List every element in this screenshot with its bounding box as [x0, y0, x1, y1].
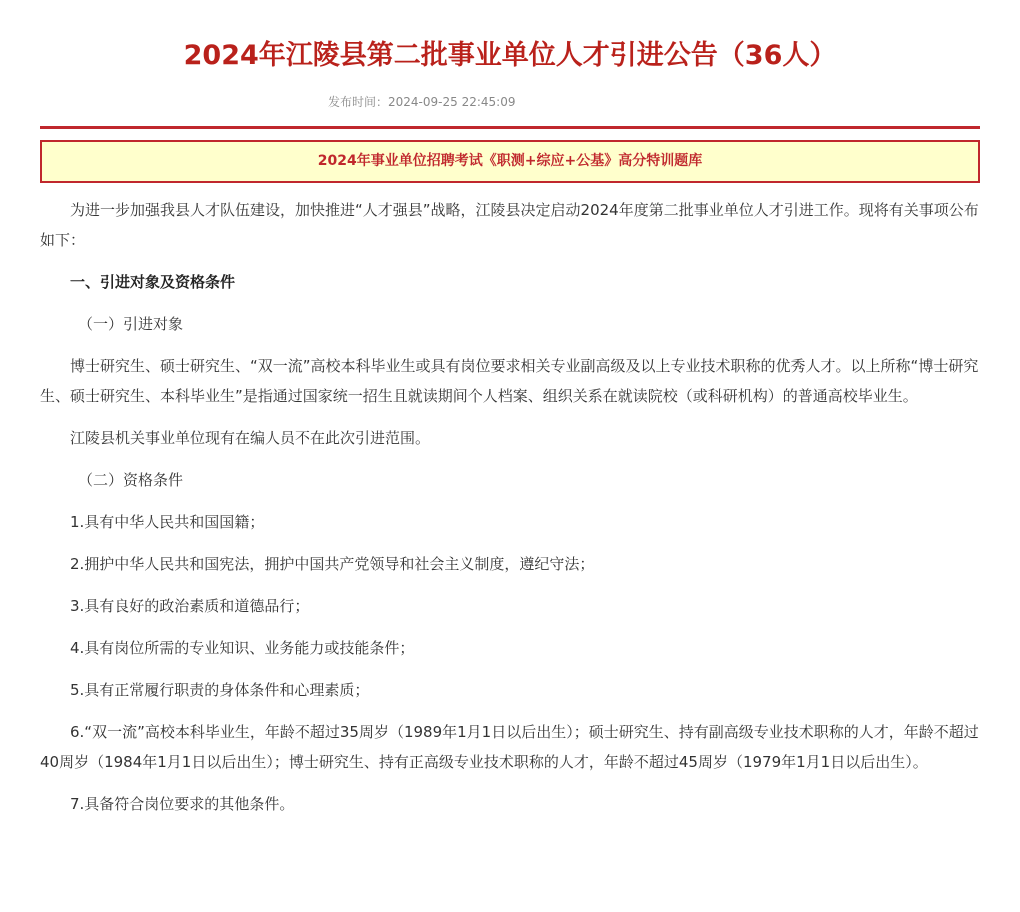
- condition-item: 5.具有正常履行职责的身体条件和心理素质；: [70, 681, 370, 699]
- publish-info: [40, 94, 980, 110]
- article-body: [40, 195, 980, 819]
- section-heading: 一、引进对象及资格条件: [70, 273, 236, 291]
- condition-item: 4.具有岗位所需的专业知识、业务能力或技能条件；: [70, 639, 415, 657]
- subsection-heading: （一）引进对象: [78, 315, 184, 333]
- condition-item: 2.拥护中华人民共和国宪法，拥护中国共产党领导和社会主义制度，遵纪守法；: [70, 555, 595, 573]
- publish-time: 2024-09-25 22:45:09: [388, 95, 516, 109]
- condition-item: 6.“双一流”高校本科毕业生，年龄不超过35周岁（1989年1月1日以后出生）；硕士研究生、持有副高级专业技术职称的人才，年龄不超过40周岁（1984年1月1日以后出生）；博士研究生、持有正高级专业技术职称的人才，年龄不超过45周岁（1979年1月1日以后出生）。: [40, 723, 979, 771]
- title-divider: [40, 126, 980, 129]
- subsection-heading: （二）资格条件: [78, 471, 184, 489]
- publish-label: 发布时间：: [328, 95, 389, 109]
- paragraph: 江陵县机关事业单位现有在编人员不在此次引进范围。: [70, 429, 431, 447]
- promo-banner-link[interactable]: 2024年事业单位招聘考试《职测+综应+公基》高分特训题库: [40, 140, 980, 183]
- intro-paragraph: 为进一步加强我县人才队伍建设，加快推进“人才强县”战略，江陵县决定启动2024年度第二批事业单位人才引进工作。现将有关事项公布如下：: [40, 201, 979, 249]
- article-title: 2024年江陵县第二批事业单位人才引进公告（36人）: [183, 40, 837, 71]
- paragraph: 博士研究生、硕士研究生、“双一流”高校本科毕业生或具有岗位要求相关专业副高级及以上专业技术职称的优秀人才。以上所称“博士研究生、硕士研究生、本科毕业生”是指通过国家统一招生且就读期间个人档案、组织关系在就读院校（或科研机构）的普通高校毕业生。: [40, 357, 979, 405]
- article: [40, 0, 980, 831]
- condition-item: 7.具备符合岗位要求的其他条件。: [70, 795, 295, 813]
- condition-item: 3.具有良好的政治素质和道德品行；: [70, 597, 310, 615]
- condition-item: 1.具有中华人民共和国国籍；: [70, 513, 265, 531]
